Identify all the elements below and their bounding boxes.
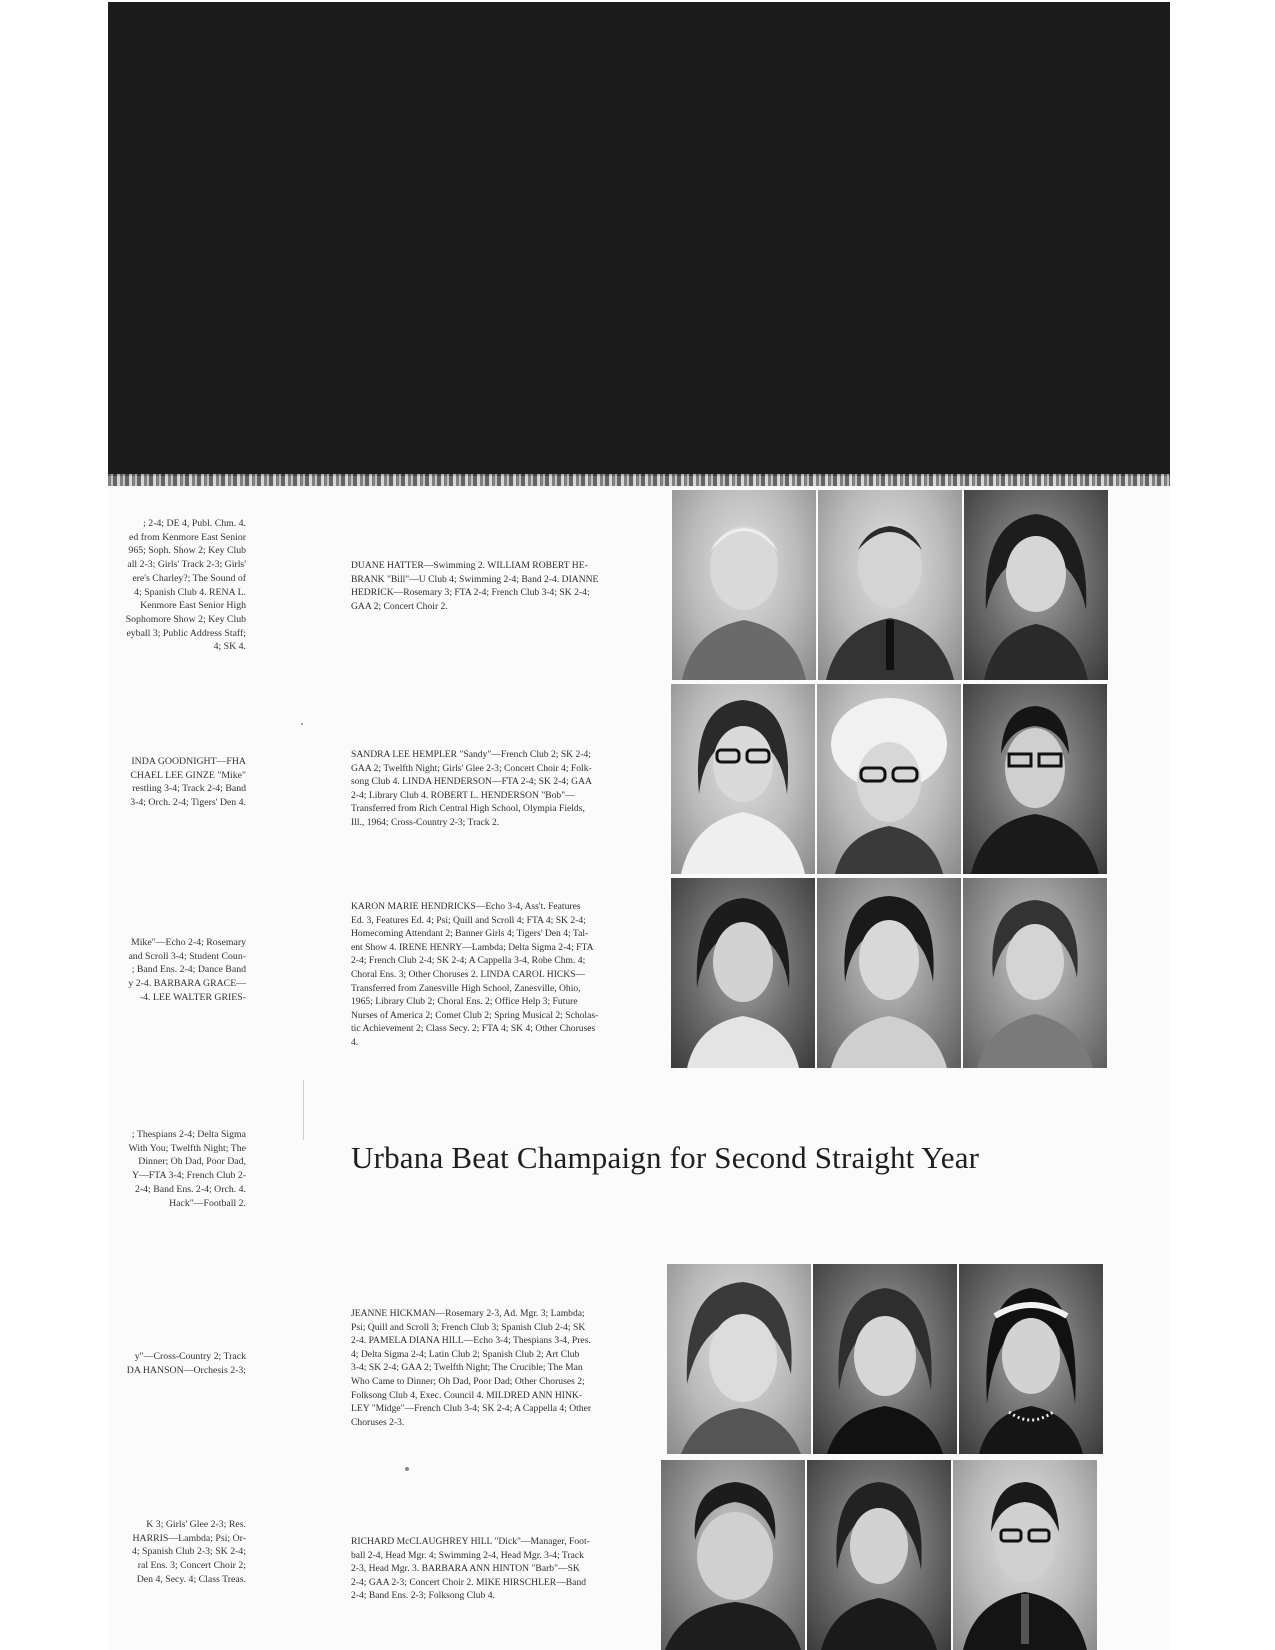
photo-row-1 bbox=[672, 490, 1108, 680]
page-gutter-line bbox=[303, 1080, 304, 1140]
dark-cover-sheet bbox=[108, 2, 1170, 476]
photo-row-2 bbox=[671, 684, 1107, 874]
photo-row-4 bbox=[667, 1264, 1103, 1454]
cover-torn-edge bbox=[108, 474, 1170, 486]
portrait-photo bbox=[667, 1264, 811, 1454]
portrait-photo bbox=[671, 684, 815, 874]
left-column-text-1: ; 2-4; DE 4, Publ. Chm. 4. ed from Kenmore East Senior 965; Soph. Show 2; Key Club all 2-3; Girls' Track 2-3; Girls' ere's Charley?; The Sound of 4; Spanish Club 4. RENA L. Kenmore East Senior High Sophomore Show 2; Key Club eyball 3; Public Address Staff; 4; SK 4. bbox=[125, 518, 246, 653]
portrait-photo bbox=[672, 490, 816, 680]
photo-row-5 bbox=[661, 1460, 1097, 1650]
portrait-photo bbox=[963, 684, 1107, 874]
portrait-photo bbox=[671, 878, 815, 1068]
photo-row-3 bbox=[671, 878, 1107, 1068]
bio-block-hickman-hinkley: JEANNE HICKMAN—Rosemary 2-3, Ad. Mgr. 3; Lambda; Psi; Quill and Scroll 3; French Club 3; Spanish Club 2-4; SK 2-4. PAMELA DIANA HILL—Echo 3-4; Thespians 3-4, Pres. 4; Delta Sigma 2-4; Latin Club 2; Spanish Club 2; Art Club 3-4; SK 2-4; GAA 2; Twelfth Night; The Crucible; The Man Who Came to Dinner; Oh Dad, Poor Dad; Other Choruses 2; Folksong Club 4, Exec. Council 4. MILDRED ANN HINK- LEY "Midge"—French Club 3-4; SK 2-4; A Cappella 4; Other Choruses 2-3. bbox=[351, 1308, 592, 1428]
bio-block-hendricks-hicks: KARON MARIE HENDRICKS—Echo 3-4, Ass't. Features Ed. 3, Features Ed. 4; Psi; Quill and Scroll 4; FTA 4; SK 2-4; Homecoming Attendant 2; Banner Girls 4; Tigers' Den 4; Tal- ent Show 4. IRENE HENRY—Lambda; Delta Sigma 2-4; FTA 2-4; French Club 2-4; SK 2-4; A Cappella 3-4, Robe Chm. 4; Choral Ens. 3; Other Choruses 2. LINDA CAROL HICKS— Transferred from Zanesville High School, Zanesville, Ohio, 1965; Library Club 2; Choral Ens. 2; Office Help 3; Future Nurses of America 2; Comet Club 2; Spring Musical 2; Scholas- tic Achievement 2; Class Secy. 2; FTA 4; SK 4; Other Choruses 4. bbox=[351, 901, 599, 1048]
portrait-photo bbox=[959, 1264, 1103, 1454]
portrait-photo bbox=[807, 1460, 951, 1650]
page-headline: Urbana Beat Champaign for Second Straight Year bbox=[351, 1140, 980, 1175]
left-column-text-5: y"—Cross-Country 2; Track DA HANSON—Orchesis 2-3; bbox=[126, 1351, 246, 1376]
portrait-photo bbox=[953, 1460, 1097, 1650]
left-column-text-3: Mike"—Echo 2-4; Rosemary and Scroll 3-4; Student Coun- ; Band Ens. 2-4; Dance Band y 2-4. BARBARA GRACE— -4. LEE WALTER GRIES- bbox=[128, 937, 246, 1003]
portrait-photo bbox=[817, 878, 961, 1068]
left-column-text-4: ; Thespians 2-4; Delta Sigma With You; Twelfth Night; The Dinner; Oh Dad, Poor Dad, Y—FTA 3-4; French Club 2- 2-4; Band Ens. 2-4; Orch. 4. Hack"—Football 2. bbox=[128, 1129, 246, 1209]
portrait-photo bbox=[818, 490, 962, 680]
portrait-photo bbox=[661, 1460, 805, 1650]
portrait-photo bbox=[817, 684, 961, 874]
left-column-text-6: K 3; Girls' Glee 2-3; Res. HARRIS—Lambda; Psi; Or- 4; Spanish Club 2-3; SK 2-4; ral Ens. 3; Concert Choir 2; Den 4, Secy. 4; Class Treas. bbox=[131, 1519, 246, 1585]
bio-block-hill-hirschler: RICHARD McCLAUGHREY HILL "Dick"—Manager, Foot- ball 2-4, Head Mgr. 4; Swimming 2-4, Head Mgr. 3-4; Track 2-3, Head Mgr. 3. BARBARA ANN HINTON "Barb"—SK 2-4; GAA 2-3; Concert Choir 2. MIKE HIRSCHLER—Band 2-4; Band Ens. 2-3; Folksong Club 4. bbox=[351, 1536, 590, 1602]
portrait-photo bbox=[964, 490, 1108, 680]
portrait-photo bbox=[813, 1264, 957, 1454]
bio-block-hatter-hedrick: DUANE HATTER—Swimming 2. WILLIAM ROBERT HE- BRANK "Bill"—U Club 4; Swimming 2-4; Band 2-4. DIANNE HEDRICK—Rosemary 3; FTA 2-4; French Club 3-4; SK 2-4; GAA 2; Concert Choir 2. bbox=[351, 560, 599, 612]
bio-block-hempler-henderson: SANDRA LEE HEMPLER "Sandy"—French Club 2; SK 2-4; GAA 2; Twelfth Night; Girls' Glee 2-3; Concert Choir 4; Folk- song Club 4. LINDA HENDERSON—FTA 2-4; SK 2-4; GAA 2-4; Library Club 4. ROBERT L. HENDERSON "Bob"— Transferred from Rich Central High School, Olympia Fields, Ill., 1964; Cross-Country 2-3; Track 2. bbox=[351, 749, 592, 828]
left-column-text-2: INDA GOODNIGHT—FHA CHAEL LEE GINZE "Mike" restling 3-4; Track 2-4; Band 3-4; Orch. 2-4; Tigers' Den 4. bbox=[130, 756, 246, 809]
print-speck bbox=[301, 723, 303, 725]
portrait-photo bbox=[963, 878, 1107, 1068]
print-speck bbox=[405, 1467, 409, 1471]
